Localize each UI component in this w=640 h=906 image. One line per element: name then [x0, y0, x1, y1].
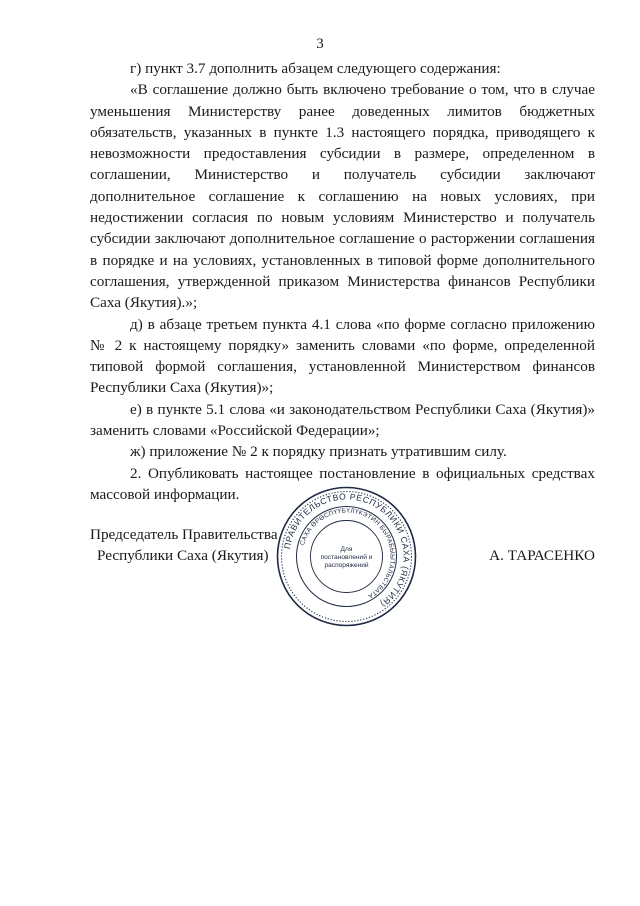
- seal-center-line1: Для: [340, 546, 353, 553]
- signatory-name: А. ТАРАСЕНКО: [489, 547, 595, 564]
- signatory-position-line2: Республики Саха (Якутия): [97, 547, 269, 564]
- paragraph-item-d: д) в абзаце третьем пункта 4.1 слова «по форме согласно приложению № 2 к настоящему порядку» заменить словами «по форме, определенной типовой формой соглашения, установленной Министерством финансов Республики Саха (Якутия)»;: [90, 315, 595, 397]
- page-number: 3: [316, 36, 324, 52]
- paragraph-item-e: е) в пункте 5.1 слова «и законодательством Республики Саха (Якутия)» заменить словами «Российской Федерации»;: [90, 400, 595, 440]
- document-body: [90, 58, 595, 505]
- official-seal: [274, 484, 419, 629]
- paragraph-publication: 2. Опубликовать настоящее постановление в официальных средствах массовой информации.: [90, 464, 595, 503]
- seal-center-line3: распоряжений: [324, 562, 369, 569]
- paragraph-item-zh: ж) приложение № 2 к порядку признать утратившим силу.: [130, 443, 507, 461]
- signatory-position-line1: Председатель Правительства: [90, 526, 278, 543]
- seal-center-line2: постановлений и: [320, 554, 373, 561]
- paragraph-quoted-requirement: «В соглашение должно быть включено требование о том, что в случае уменьшения Министерству ранее доведенных лимитов бюджетных обязательств, указанных в пункте 1.3 настоящего порядка, приводящего к невозможности предоставления субсидии в размере, определенном в соглашении, Министерство и получатель субсидии заключают дополнительное соглашение к соглашению на новых условиях, при недостижении согласия по новым условиям Министерство и получатель субсидии заключают дополнительное соглашение о расторжении соглашения в порядке и на условиях, установленных в типовой форме дополнительного соглашения, утвержденной приказом Министерства финансов Республики Саха (Якутия).»;: [90, 81, 595, 312]
- seal-inner-text: САХА ӨРӨСПҮҮБҮЛҮКЭТИН БЫРАБЫЫТАЛЬСТВАТА: [299, 507, 396, 600]
- seal-outer-text: ПРАВИТЕЛЬСТВО РЕСПУБЛИКИ САХА (ЯКУТИЯ): [281, 491, 412, 610]
- paragraph-item-g: г) пункт 3.7 дополнить абзацем следующего содержания:: [130, 60, 501, 77]
